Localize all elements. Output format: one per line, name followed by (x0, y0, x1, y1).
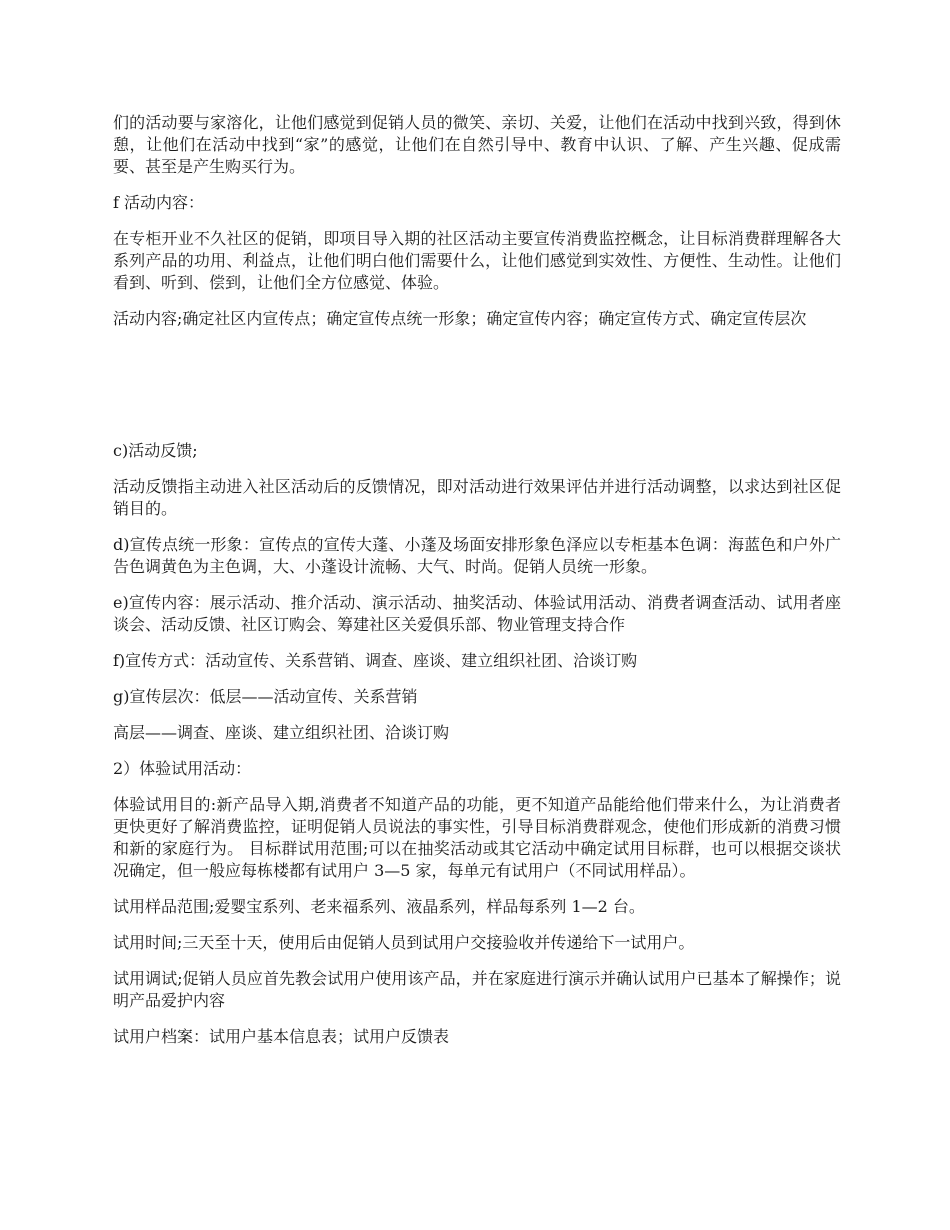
paragraph-unified-image: d)宣传点统一形象：宣传点的宣传大蓬、小蓬及场面安排形象色泽应以专柜基本色调：海蓝色和户外广告色调黄色为主色调，大、小蓬设计流畅、大气、时尚。促销人员统一形象。 (113, 535, 841, 576)
paragraph-promo-content: e)宣传内容：展示活动、推介活动、演示活动、抽奖活动、体验试用活动、消费者调查活动、试用者座谈会、活动反馈、社区订购会、筹建社区关爱俱乐部、物业管理支持合作 (113, 593, 841, 634)
paragraph-activity-description: 在专柜开业不久社区的促销，即项目导入期的社区活动主要宣传消费监控概念，让目标消费群理解各大系列产品的功用、利益点，让他们明白他们需要什么，让他们感觉到实效性、方便性、生动性。让他们看到、听到、偿到，让他们全方位感觉、体验。 (113, 229, 841, 292)
paragraph-promo-levels-low: g)宣传层次：低层——活动宣传、关系营销 (113, 687, 418, 706)
heading-trial-activity: 2）体验试用活动： (113, 759, 252, 778)
paragraph-promo-levels-high: 高层——调查、座谈、建立组织社团、洽谈订购 (113, 723, 450, 742)
paragraph-activity-items: 活动内容;确定社区内宣传点；确定宣传点统一形象；确定宣传内容；确定宣传方式、确定宣传层次 (113, 309, 807, 328)
paragraph-intro-continuation: 们的活动要与家溶化，让他们感觉到促销人员的微笑、亲切、关爱，让他们在活动中找到兴致，得到休憩，让他们在活动中找到“家”的感觉，让他们在自然引导中、教育中认识、了解、产生兴趣、促成需要、甚至是产生购买行为。 (113, 113, 841, 176)
heading-activity-content: f 活动内容： (113, 193, 205, 212)
paragraph-trial-time: 试用时间;三天至十天，使用后由促销人员到试用户交接验收并传递给下一试用户。 (113, 933, 695, 952)
paragraph-feedback-description: 活动反馈指主动进入社区活动后的反馈情况，即对活动进行效果评估并进行活动调整，以求达到社区促销目的。 (113, 477, 841, 518)
document-page (113, 112, 841, 1062)
heading-activity-feedback: c)活动反馈; (113, 441, 198, 460)
paragraph-trial-samples: 试用样品范围;爱婴宝系列、老来福系列、液晶系列，样品每系列 1—2 台。 (113, 897, 645, 916)
blank-gap (113, 344, 841, 440)
paragraph-trial-records: 试用户档案：试用户基本信息表；试用户反馈表 (113, 1027, 450, 1046)
paragraph-trial-setup: 试用调试;促销人员应首先教会试用户使用该产品，并在家庭进行演示并确认试用户已基本了解操作；说明产品爱护内容 (113, 969, 841, 1010)
paragraph-trial-purpose: 体验试用目的:新产品导入期,消费者不知道产品的功能，更不知道产品能给他们带来什么，为让消费者更快更好了解消费监控，证明促销人员说法的事实性，引导目标消费群观念，使他们形成新的消费习惯和新的家庭行为。 目标群试用范围;可以在抽奖活动或其它活动中确定试用目标群，也可以根据交谈状况确定，但一般应每栋楼都有试用户 3—5 家，每单元有试用户（不同试用样品）。 (113, 795, 841, 880)
paragraph-promo-methods: f)宣传方式：活动宣传、关系营销、调查、座谈、建立组织社团、洽谈订购 (113, 651, 638, 670)
